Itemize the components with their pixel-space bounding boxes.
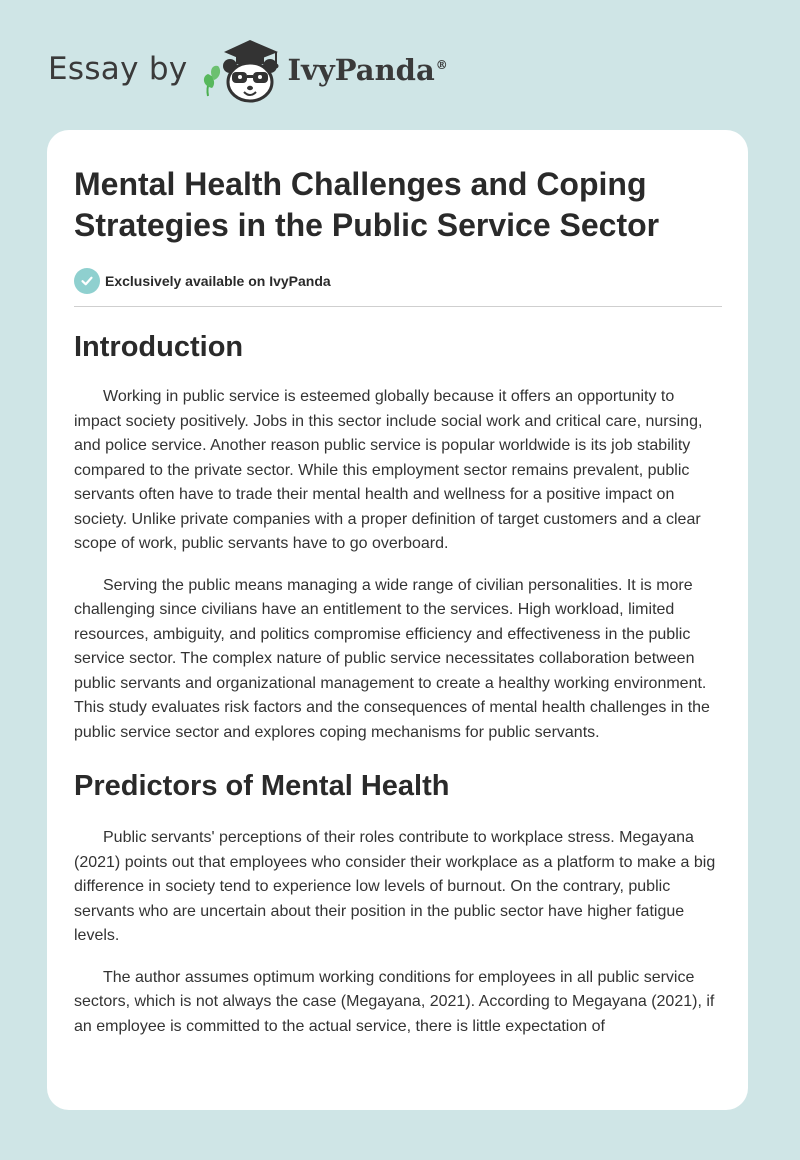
site-header [48,36,448,106]
paragraph: The author assumes optimum working conditions for employees in all public service sectors, which is not always the case (Megayana, 2021). According to Megayana (2021), if an employee is committed to the actual service, there is little expectation of [74,968,715,1035]
essay-card [47,130,748,1110]
panda-graduate-logo-icon[interactable] [198,36,286,106]
registered-mark: ® [435,58,448,73]
exclusive-badge [74,268,722,294]
paragraph: Working in public service is esteemed globally because it offers an opportunity to impact society positively. Jobs in this sector include social work and critical care, nursing, and police service. Another reason public service is popular worldwide is its job stability compared to the private sector. While this employment sector remains prevalent, public servants often have to trade their mental health and wellness for a positive impact on society. Unlike private companies with a proper definition of target customers and a clear scope of work, public servants have to go overboard. [74,388,703,552]
essay-content [74,164,722,1039]
section-heading-predictors: Predictors of Mental Health [74,770,450,802]
essay-by-label: Essay by [48,51,188,87]
section-heading-introduction: Introduction [74,331,244,363]
paragraph: Public servants' perceptions of their roles contribute to workplace stress. Megayana (2021) points out that employees who consider their workplace as a platform to make a big difference in society tend to experience low levels of burnout. On the contrary, public servants who are uncertain about their position in the public sector have higher fatigue levels. [74,829,716,944]
paragraph: Serving the public means managing a wide range of civilian personalities. It is more challenging since civilians have an entitlement to the services. High workload, limited resources, ambiguity, and politics compromise efficiency and effectiveness in the public service sector. The complex nature of public service necessitates collaboration between public servants and organizational management to create a healthy working environment. This study evaluates risk factors and the consequences of mental health challenges in the public service sector and explores coping mechanisms for public servants. [74,576,710,741]
exclusive-label: Exclusively available on IvyPanda [105,273,331,289]
brand-name-text: IvyPanda [287,53,435,87]
essay-title: Mental Health Challenges and Coping Strategies in the Public Service Sector [74,166,660,243]
check-circle-icon [74,268,100,294]
ivypanda-brand-name[interactable] [288,53,448,87]
title-divider [74,306,722,307]
